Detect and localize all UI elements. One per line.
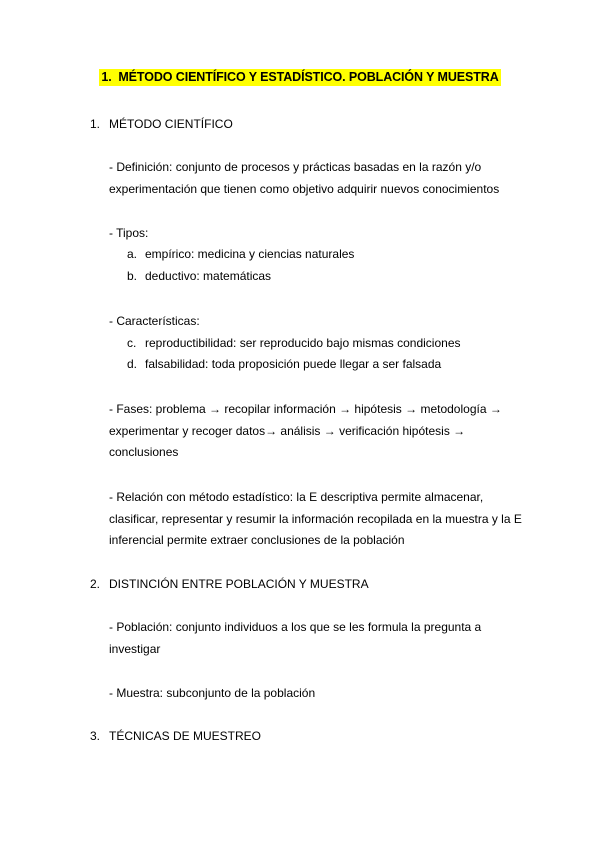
- section-heading-distincion: [90, 577, 369, 591]
- list-marker: d.: [127, 357, 138, 371]
- poblacion-line-1: - Población: conjunto individuos a los que se les formula la pregunta a: [109, 620, 482, 634]
- section-number: 3.: [90, 729, 101, 743]
- section-heading-text: DISTINCIÓN ENTRE POBLACIÓN Y MUESTRA: [109, 577, 369, 591]
- section-heading-metodo: [90, 117, 233, 131]
- fases-line-1: - Fases: problema → recopilar información → hipótesis → metodología →: [109, 402, 502, 416]
- tipos-item: [127, 269, 271, 283]
- fases-line-3: conclusiones: [109, 445, 179, 459]
- list-item-text: deductivo: matemáticas: [145, 269, 272, 283]
- relacion-line-1: - Relación con método estadístico: la E descriptiva permite almacenar,: [109, 490, 484, 504]
- section-number: 2.: [90, 577, 101, 591]
- tipos-label: - Tipos:: [109, 226, 149, 240]
- definicion-line-1: - Definición: conjunto de procesos y prácticas basadas en la razón y/o: [109, 160, 482, 174]
- section-heading-text: TÉCNICAS DE MUESTREO: [109, 729, 262, 743]
- definicion-line-2: experimentación que tienen como objetivo adquirir nuevos conocimientos: [109, 182, 500, 196]
- list-item-text: empírico: medicina y ciencias naturales: [145, 247, 355, 261]
- section-number: 1.: [90, 117, 101, 131]
- relacion-line-3: inferencial permite extraer conclusiones de la población: [109, 533, 405, 547]
- list-marker: b.: [127, 269, 138, 283]
- fases-line-2: experimentar y recoger datos→ análisis → verificación hipótesis →: [109, 424, 466, 438]
- caracteristicas-item: [127, 336, 461, 350]
- poblacion-line-2: investigar: [109, 642, 161, 656]
- section-heading-text: MÉTODO CIENTÍFICO: [109, 117, 233, 131]
- list-item-text: reproductibilidad: ser reproducido bajo mismas condiciones: [145, 336, 461, 350]
- tipos-item: [127, 247, 354, 261]
- section-heading-tecnicas: [90, 729, 261, 743]
- list-item-text: falsabilidad: toda proposición puede llegar a ser falsada: [145, 357, 442, 371]
- muestra-line-1: - Muestra: subconjunto de la población: [109, 686, 316, 700]
- title-text: MÉTODO CIENTÍFICO Y ESTADÍSTICO. POBLACIÓN Y MUESTRA: [118, 70, 499, 84]
- relacion-line-2: clasificar, representar y resumir la información recopilada en la muestra y la E: [109, 512, 522, 526]
- list-marker: a.: [127, 247, 138, 261]
- title-wrapper: [0, 69, 600, 86]
- caracteristicas-label: - Características:: [109, 314, 200, 328]
- document-title: [99, 69, 500, 86]
- caracteristicas-item: [127, 357, 441, 371]
- list-marker: c.: [127, 336, 137, 350]
- title-number: 1.: [101, 70, 112, 84]
